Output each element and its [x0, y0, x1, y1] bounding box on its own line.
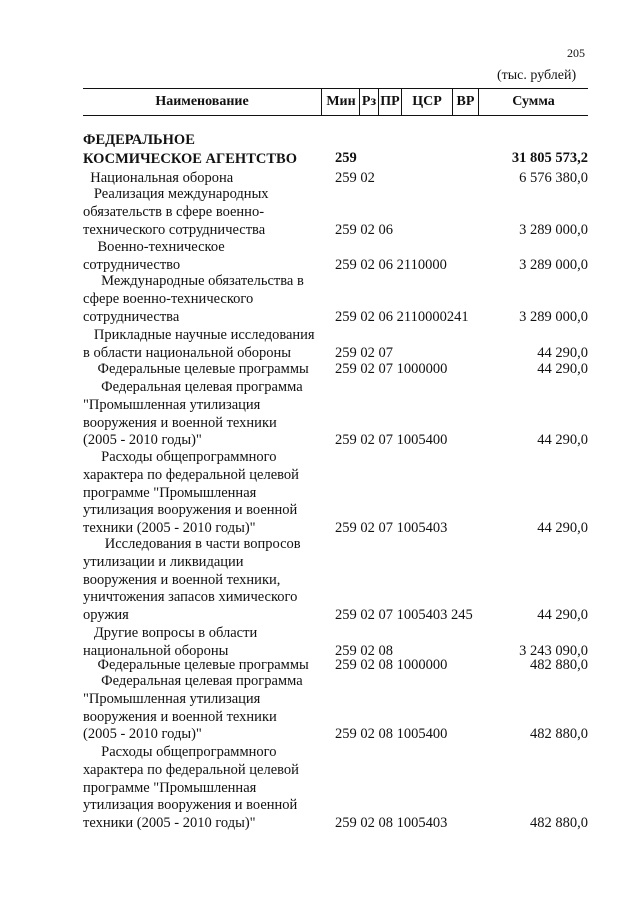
- row-sum: 44 290,0: [537, 607, 588, 624]
- row-name: [83, 361, 333, 379]
- row-name-line: Реализация международных: [83, 186, 269, 202]
- header-vr: ВР: [456, 94, 475, 109]
- header-divider: [321, 89, 322, 115]
- row-name-line: Военно-техническое: [83, 239, 225, 255]
- row-name-line: Исследования в части вопросов: [83, 536, 301, 552]
- row-name: [83, 379, 333, 450]
- row-sum: 6 576 380,0: [519, 170, 588, 186]
- row-name-line: сотрудничества: [83, 308, 180, 325]
- row-name-line: Другие вопросы в области: [83, 625, 258, 641]
- row-name-line: КОСМИЧЕСКОЕ АГЕНТСТВО: [83, 151, 297, 167]
- row-code: 259 02 08 1000000: [335, 657, 448, 673]
- row-name: [83, 449, 333, 538]
- row-name-line: "Промышленная утилизация: [83, 690, 261, 707]
- row-sum: 3 289 000,0: [519, 308, 588, 325]
- page-number: 205: [567, 46, 585, 60]
- row-name-line: оружия: [83, 607, 129, 624]
- units-label: (тыс. рублей): [497, 68, 577, 83]
- row-name-line: Федеральные целевые программы: [83, 657, 309, 673]
- row-name-line: программе "Промышленная: [83, 779, 257, 796]
- row-name-line: (2005 - 2010 годы)": [83, 432, 202, 449]
- row-name-line: Расходы общепрограммного: [83, 744, 277, 760]
- row-name-line: техники (2005 - 2010 годы)": [83, 520, 256, 537]
- row-name-line: Федеральные целевые программы: [83, 361, 309, 377]
- row-name-line: уничтожения запасов химического: [83, 589, 298, 606]
- row-name-line: "Промышленная утилизация: [83, 396, 261, 413]
- row-code: 259 02 08: [335, 642, 393, 659]
- row-sum: 3 289 000,0: [519, 221, 588, 238]
- row-name-line: характера по федеральной целевой: [83, 761, 299, 778]
- row-sum: 3 243 090,0: [519, 642, 588, 659]
- row-name-line: обязательств в сфере военно-: [83, 203, 265, 220]
- row-name-line: вооружения и военной техники: [83, 708, 277, 725]
- row-name: [83, 239, 333, 275]
- row-name-line: сфере военно-технического: [83, 290, 254, 307]
- row-name-line: в области национальной обороны: [83, 344, 291, 361]
- row-name-line: технического сотрудничества: [83, 221, 266, 238]
- row-sum: 44 290,0: [537, 344, 588, 361]
- row-name-line: Прикладные научные исследования: [83, 327, 315, 343]
- row-name: [83, 625, 333, 661]
- row-name: [83, 273, 333, 326]
- row-name-line: утилизация вооружения и военной: [83, 797, 298, 814]
- row-code: 259 02 07 1005400: [335, 432, 448, 449]
- row-sum: 44 290,0: [537, 361, 588, 377]
- row-name-line: Федеральная целевая программа: [83, 673, 303, 689]
- row-sum: 482 880,0: [530, 815, 588, 832]
- row-name-line: (2005 - 2010 годы)": [83, 726, 202, 743]
- header-min: Мин: [326, 94, 356, 109]
- row-name-line: Расходы общепрограммного: [83, 449, 277, 465]
- row-code: 259 02 06: [335, 221, 393, 238]
- row-name-line: ФЕДЕРАЛЬНОЕ: [83, 132, 195, 148]
- row-name: [83, 744, 333, 833]
- header-csr: ЦСР: [412, 94, 442, 109]
- row-name: [83, 673, 333, 744]
- row-name: [83, 536, 333, 625]
- row-name-line: Национальная оборона: [83, 170, 234, 186]
- row-code: 259 02 07 1005403 245: [335, 607, 473, 624]
- header-rz: Рз: [361, 94, 377, 109]
- row-name-line: характера по федеральной целевой: [83, 466, 299, 483]
- row-code: 259 02 07 1000000: [335, 361, 448, 377]
- row-name-line: техники (2005 - 2010 годы)": [83, 815, 256, 832]
- row-code: 259 02 08 1005403: [335, 815, 448, 832]
- row-name-line: Федеральная целевая программа: [83, 379, 303, 395]
- row-code: 259 02 06 2110000241: [335, 308, 469, 325]
- row-name-line: сотрудничество: [83, 256, 181, 273]
- header-pr: ПР: [380, 94, 400, 109]
- row-name-line: национальной обороны: [83, 642, 229, 659]
- row-name-line: Международные обязательства в: [83, 273, 304, 289]
- row-sum: 482 880,0: [530, 657, 588, 673]
- row-sum: 44 290,0: [537, 520, 588, 537]
- row-name-line: утилизация вооружения и военной: [83, 502, 298, 519]
- row-sum: 31 805 573,2: [511, 150, 588, 166]
- row-name-line: утилизации и ликвидации: [83, 553, 244, 570]
- row-name: [83, 327, 333, 363]
- row-name: [83, 131, 333, 169]
- row-code: 259 02: [335, 170, 375, 186]
- row-code: 259 02 07: [335, 344, 393, 361]
- row-code: 259: [335, 150, 357, 166]
- table-header: [83, 88, 588, 116]
- row-name-line: вооружения и военной техники: [83, 414, 277, 431]
- row-sum: 3 289 000,0: [519, 256, 588, 273]
- row-name-line: программе "Промышленная: [83, 484, 257, 501]
- row-code: 259 02 08 1005400: [335, 726, 448, 743]
- header-sum: Сумма: [512, 94, 555, 109]
- header-name: Наименование: [155, 94, 249, 109]
- row-name-line: вооружения и военной техники,: [83, 571, 281, 588]
- row-code: 259 02 06 2110000: [335, 256, 447, 273]
- row-sum: 482 880,0: [530, 726, 588, 743]
- row-name: [83, 186, 333, 239]
- row-sum: 44 290,0: [537, 432, 588, 449]
- row-code: 259 02 07 1005403: [335, 520, 448, 537]
